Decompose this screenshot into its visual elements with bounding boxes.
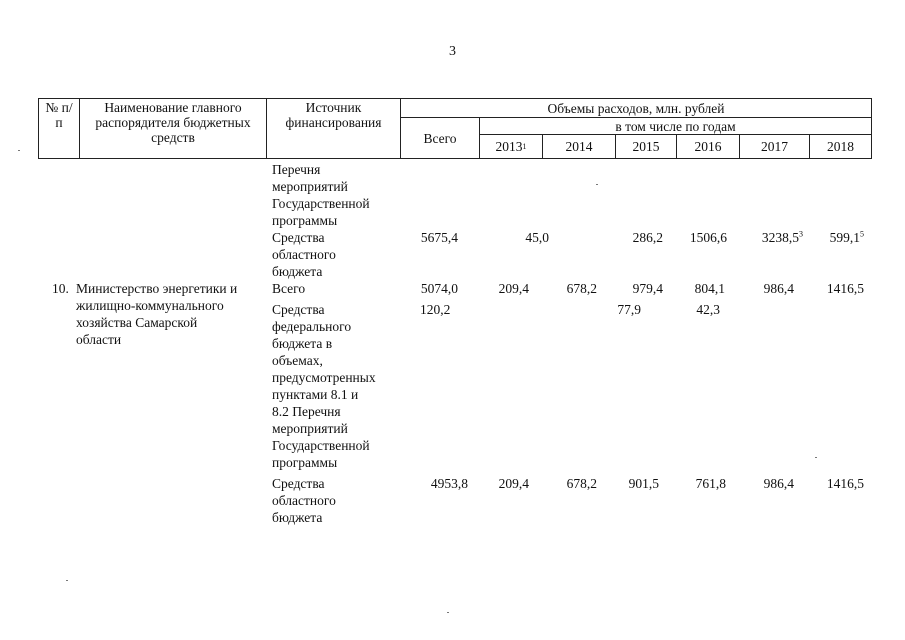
cell-2013: 209,4	[498, 476, 529, 491]
year-2015: 2015	[616, 135, 677, 159]
page-number: 3	[449, 44, 456, 59]
cell-2013: 209,4	[498, 281, 529, 296]
scan-speck	[66, 580, 68, 581]
cell-2015: 286,2	[632, 230, 663, 245]
cell-2018: 1416,5	[826, 281, 864, 296]
cell-total: 5074,0	[420, 281, 458, 296]
cell-2016: 42,3	[696, 302, 720, 317]
item-number: 10.	[52, 281, 69, 296]
cell-total: 5675,4	[420, 230, 458, 245]
cell-2014: 45,0	[525, 230, 549, 245]
table-header	[38, 98, 872, 159]
cell-total: 4953,8	[430, 476, 468, 491]
header-source: Источник финансирования	[267, 99, 401, 159]
scan-speck	[596, 184, 598, 185]
cell-2016: 804,1	[694, 281, 725, 296]
cell-2018: 1416,5	[826, 476, 864, 491]
cell-2016: 761,8	[695, 476, 726, 491]
cell-2015: 979,4	[632, 281, 663, 296]
year-2013: 2013 1	[480, 135, 543, 159]
cell-2017: 3238,5$^3$	[761, 229, 803, 245]
cell-2015: 901,5	[628, 476, 659, 491]
year-2016: 2016	[677, 135, 740, 159]
cell-2014: 678,2	[566, 476, 597, 491]
cell-2017: 986,4	[763, 281, 794, 296]
cell-total: 120,2	[420, 302, 451, 317]
cell-2014: 678,2	[566, 281, 597, 296]
scan-speck	[18, 150, 20, 151]
year-2017: 2017	[740, 135, 810, 159]
cell-2018: 599,1$^5$	[829, 229, 864, 245]
header-total: Всего	[401, 118, 480, 159]
scan-speck	[447, 612, 449, 613]
cell-2017: 986,4	[763, 476, 794, 491]
header-volumes: Объемы расходов, млн. рублей	[401, 99, 872, 118]
cell-2015: 77,9	[617, 302, 641, 317]
header-num: № п/п	[39, 99, 80, 159]
scan-speck	[815, 457, 817, 458]
header-name: Наименование главного распорядителя бюджетных средств	[80, 99, 267, 159]
header-by-years: в том числе по годам	[480, 118, 872, 135]
cell-2016: 1506,6	[689, 230, 727, 245]
year-2018: 2018	[810, 135, 872, 159]
year-2014: 2014	[543, 135, 616, 159]
